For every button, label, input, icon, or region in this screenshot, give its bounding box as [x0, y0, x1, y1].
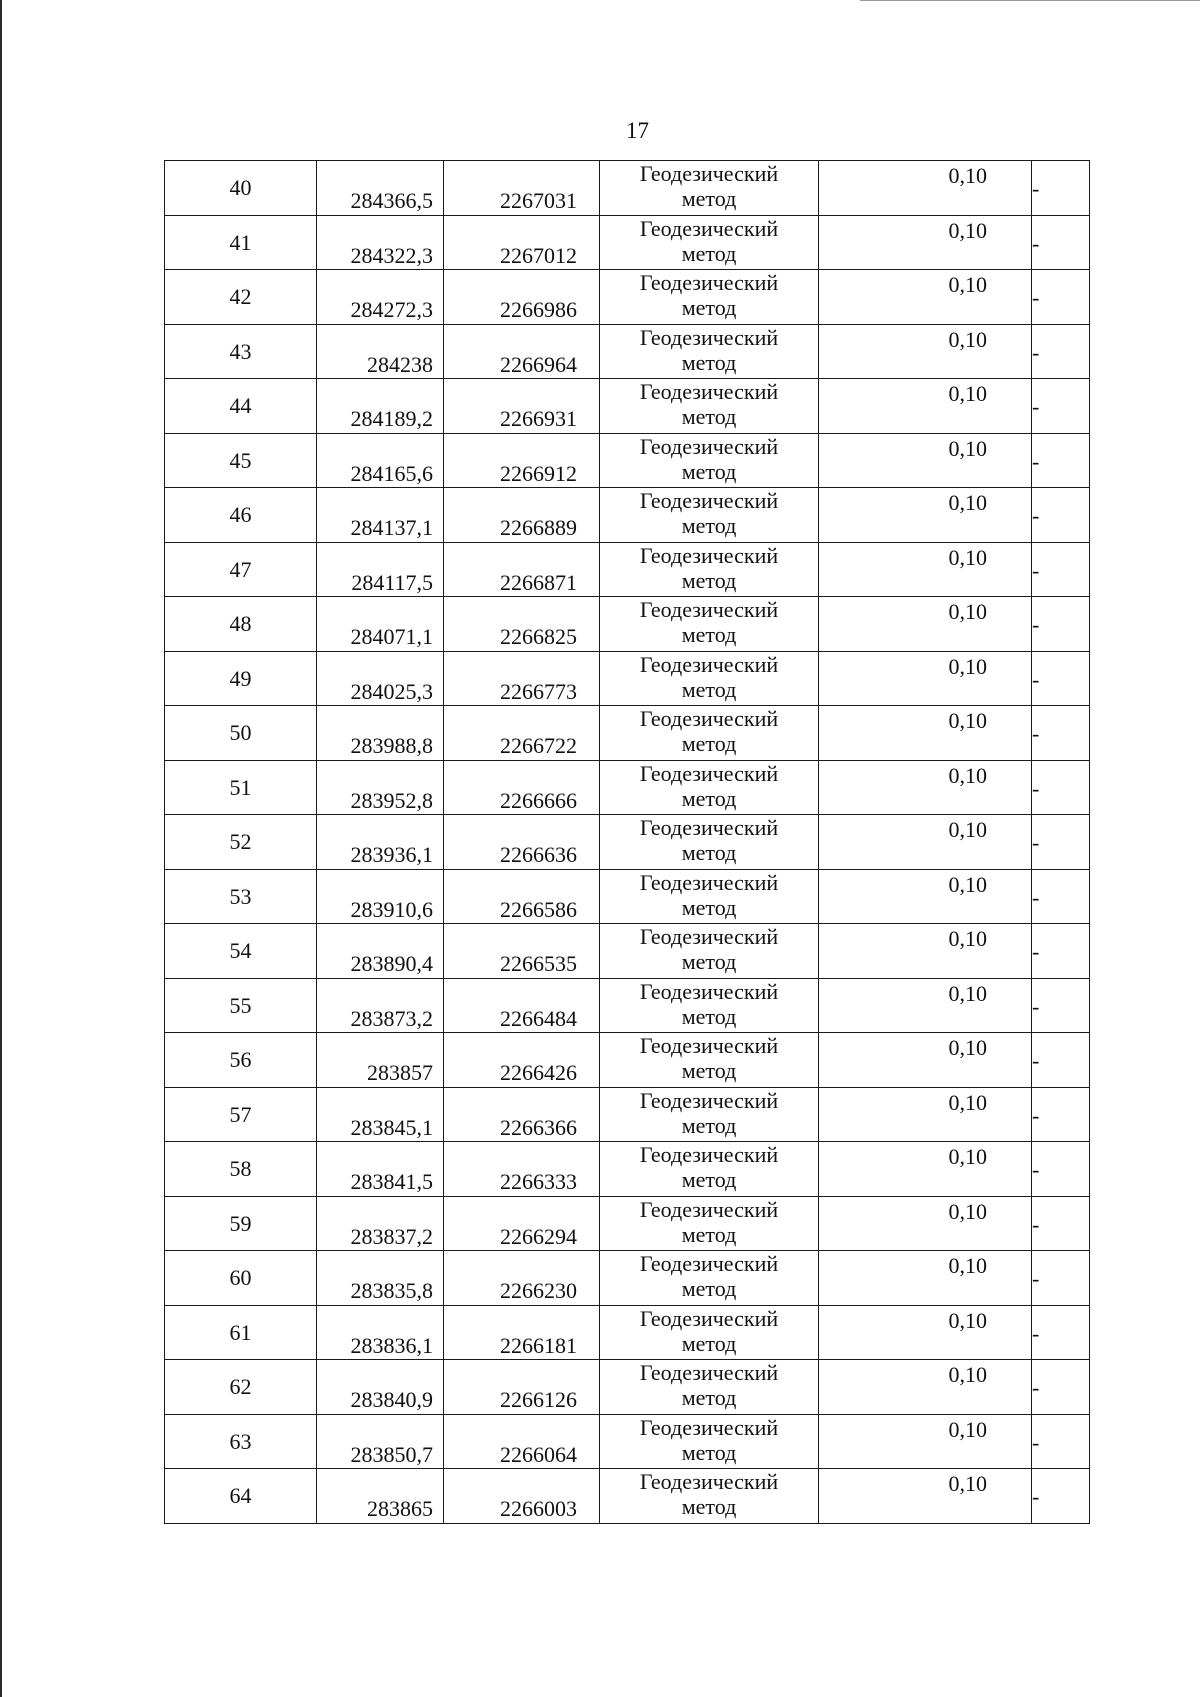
method-line: метод [681, 949, 737, 975]
point-number-cell: 44 [165, 379, 317, 434]
point-number-cell: 58 [165, 1142, 317, 1197]
x-coordinate-cell: 284117,5 [317, 542, 444, 597]
y-coordinate-cell: 2266871 [444, 542, 600, 597]
point-number-cell: 52 [165, 815, 317, 870]
table-row [165, 379, 1090, 434]
method-cell [600, 1305, 819, 1360]
method-line: Геодезический [639, 706, 779, 731]
point-number-cell: 56 [165, 1033, 317, 1088]
method-cell [600, 706, 819, 761]
description-cell: - [1032, 379, 1090, 434]
description-cell: - [1032, 1469, 1090, 1524]
scan-border-left [0, 0, 2, 1697]
y-coordinate-cell: 2266426 [444, 1033, 600, 1088]
method-cell [600, 1251, 819, 1306]
description-cell: - [1032, 924, 1090, 979]
method-line: метод [681, 1058, 737, 1084]
accuracy-cell: 0,10 [819, 1087, 1032, 1142]
x-coordinate-cell: 283845,1 [317, 1087, 444, 1142]
method-line: Геодезический [639, 597, 779, 622]
method-line: метод [681, 567, 737, 593]
method-line: Геодезический [639, 161, 779, 186]
x-coordinate-cell: 284165,6 [317, 433, 444, 488]
point-number-cell: 64 [165, 1469, 317, 1524]
description-cell: - [1032, 597, 1090, 652]
accuracy-cell: 0,10 [819, 1033, 1032, 1088]
table-row [165, 869, 1090, 924]
scan-border-top [860, 0, 1200, 1]
point-number-cell: 59 [165, 1196, 317, 1251]
description-cell: - [1032, 324, 1090, 379]
accuracy-cell: 0,10 [819, 924, 1032, 979]
point-number-cell: 46 [165, 488, 317, 543]
table-row [165, 978, 1090, 1033]
method-line: метод [681, 186, 737, 212]
method-line: Геодезический [639, 1142, 779, 1167]
page-number: 17 [626, 118, 649, 143]
method-line: метод [681, 785, 737, 811]
method-line: Геодезический [639, 815, 779, 840]
method-line: Геодезический [639, 379, 779, 404]
accuracy-cell: 0,10 [819, 1414, 1032, 1469]
table-row [165, 1414, 1090, 1469]
method-line: метод [681, 404, 737, 430]
method-cell [600, 978, 819, 1033]
x-coordinate-cell: 283865 [317, 1469, 444, 1524]
table-row [165, 215, 1090, 270]
method-line: метод [681, 240, 737, 266]
method-cell [600, 1414, 819, 1469]
accuracy-cell: 0,10 [819, 1469, 1032, 1524]
y-coordinate-cell: 2267031 [444, 161, 600, 216]
y-coordinate-cell: 2266986 [444, 270, 600, 325]
method-line: метод [681, 894, 737, 920]
point-number-cell: 61 [165, 1305, 317, 1360]
y-coordinate-cell: 2266003 [444, 1469, 600, 1524]
description-cell: - [1032, 488, 1090, 543]
method-cell [600, 869, 819, 924]
accuracy-cell: 0,10 [819, 488, 1032, 543]
method-line: Геодезический [639, 542, 779, 568]
y-coordinate-cell: 2267012 [444, 215, 600, 270]
x-coordinate-cell: 284189,2 [317, 379, 444, 434]
method-cell [600, 324, 819, 379]
table-row [165, 1033, 1090, 1088]
method-line: Геодезический [639, 869, 779, 895]
method-line: Геодезический [639, 760, 779, 786]
accuracy-cell: 0,10 [819, 1305, 1032, 1360]
x-coordinate-cell: 284137,1 [317, 488, 444, 543]
point-number-cell: 40 [165, 161, 317, 216]
table-row [165, 1196, 1090, 1251]
description-cell: - [1032, 706, 1090, 761]
point-number-cell: 55 [165, 978, 317, 1033]
method-line: метод [681, 731, 737, 757]
point-number-cell: 43 [165, 324, 317, 379]
method-line: метод [681, 1221, 737, 1247]
y-coordinate-cell: 2266586 [444, 869, 600, 924]
point-number-cell: 48 [165, 597, 317, 652]
method-cell [600, 1142, 819, 1197]
method-cell [600, 161, 819, 216]
x-coordinate-cell: 283890,4 [317, 924, 444, 979]
accuracy-cell: 0,10 [819, 161, 1032, 216]
table-row [165, 1251, 1090, 1306]
description-cell: - [1032, 869, 1090, 924]
y-coordinate-cell: 2266294 [444, 1196, 600, 1251]
method-cell [600, 1087, 819, 1142]
accuracy-cell: 0,10 [819, 706, 1032, 761]
method-line: метод [681, 1003, 737, 1029]
table-row [165, 597, 1090, 652]
description-cell: - [1032, 815, 1090, 870]
description-cell: - [1032, 542, 1090, 597]
table-row [165, 433, 1090, 488]
method-line: Геодезический [639, 433, 779, 459]
method-line: метод [681, 1385, 737, 1411]
y-coordinate-cell: 2266181 [444, 1305, 600, 1360]
table-row [165, 651, 1090, 706]
method-cell [600, 270, 819, 325]
method-line: Геодезический [639, 270, 779, 295]
point-number-cell: 47 [165, 542, 317, 597]
table-row [165, 924, 1090, 979]
x-coordinate-cell: 283936,1 [317, 815, 444, 870]
point-number-cell: 53 [165, 869, 317, 924]
table-row [165, 542, 1090, 597]
description-cell: - [1032, 1360, 1090, 1415]
x-coordinate-cell: 283835,8 [317, 1251, 444, 1306]
x-coordinate-cell: 283837,2 [317, 1196, 444, 1251]
method-cell [600, 215, 819, 270]
method-line: метод [681, 513, 737, 539]
method-cell [600, 1033, 819, 1088]
method-line: Геодезический [639, 215, 779, 241]
table-row [165, 706, 1090, 761]
table-row [165, 1360, 1090, 1415]
accuracy-cell: 0,10 [819, 1251, 1032, 1306]
y-coordinate-cell: 2266666 [444, 760, 600, 815]
method-cell [600, 433, 819, 488]
point-number-cell: 62 [165, 1360, 317, 1415]
x-coordinate-cell: 284025,3 [317, 651, 444, 706]
method-cell [600, 1196, 819, 1251]
description-cell: - [1032, 760, 1090, 815]
description-cell: - [1032, 1414, 1090, 1469]
accuracy-cell: 0,10 [819, 433, 1032, 488]
point-number-cell: 63 [165, 1414, 317, 1469]
method-line: Геодезический [639, 924, 779, 949]
method-line: Геодезический [639, 1033, 779, 1058]
description-cell: - [1032, 978, 1090, 1033]
method-line: Геодезический [639, 1414, 779, 1440]
table-row [165, 760, 1090, 815]
y-coordinate-cell: 2266722 [444, 706, 600, 761]
table-row [165, 1305, 1090, 1360]
point-number-cell: 60 [165, 1251, 317, 1306]
y-coordinate-cell: 2266484 [444, 978, 600, 1033]
y-coordinate-cell: 2266333 [444, 1142, 600, 1197]
x-coordinate-cell: 284238 [317, 324, 444, 379]
method-cell [600, 542, 819, 597]
x-coordinate-cell: 283873,2 [317, 978, 444, 1033]
accuracy-cell: 0,10 [819, 1142, 1032, 1197]
y-coordinate-cell: 2266825 [444, 597, 600, 652]
description-cell: - [1032, 1142, 1090, 1197]
table-row [165, 1469, 1090, 1524]
x-coordinate-cell: 283850,7 [317, 1414, 444, 1469]
x-coordinate-cell: 284272,3 [317, 270, 444, 325]
point-number-cell: 49 [165, 651, 317, 706]
y-coordinate-cell: 2266230 [444, 1251, 600, 1306]
table-row [165, 1087, 1090, 1142]
accuracy-cell: 0,10 [819, 869, 1032, 924]
point-number-cell: 57 [165, 1087, 317, 1142]
description-cell: - [1032, 161, 1090, 216]
accuracy-cell: 0,10 [819, 1196, 1032, 1251]
accuracy-cell: 0,10 [819, 978, 1032, 1033]
description-cell: - [1032, 651, 1090, 706]
y-coordinate-cell: 2266912 [444, 433, 600, 488]
accuracy-cell: 0,10 [819, 215, 1032, 270]
accuracy-cell: 0,10 [819, 760, 1032, 815]
description-cell: - [1032, 1033, 1090, 1088]
x-coordinate-cell: 283857 [317, 1033, 444, 1088]
method-line: Геодезический [639, 978, 779, 1004]
method-line: Геодезический [639, 1360, 779, 1385]
method-cell [600, 488, 819, 543]
method-line: метод [681, 295, 737, 321]
method-line: метод [681, 1494, 737, 1520]
method-line: метод [681, 349, 737, 375]
x-coordinate-cell: 284322,3 [317, 215, 444, 270]
coordinates-table-body [165, 161, 1090, 1524]
x-coordinate-cell: 284071,1 [317, 597, 444, 652]
method-line: метод [681, 1439, 737, 1465]
description-cell: - [1032, 1251, 1090, 1306]
y-coordinate-cell: 2266964 [444, 324, 600, 379]
method-line: метод [681, 1276, 737, 1302]
point-number-cell: 45 [165, 433, 317, 488]
description-cell: - [1032, 270, 1090, 325]
method-cell [600, 651, 819, 706]
accuracy-cell: 0,10 [819, 815, 1032, 870]
method-cell [600, 1360, 819, 1415]
x-coordinate-cell: 283840,9 [317, 1360, 444, 1415]
table-row [165, 488, 1090, 543]
x-coordinate-cell: 283988,8 [317, 706, 444, 761]
method-line: метод [681, 1330, 737, 1356]
point-number-cell: 51 [165, 760, 317, 815]
accuracy-cell: 0,10 [819, 542, 1032, 597]
method-line: Геодезический [639, 1305, 779, 1331]
method-cell [600, 1469, 819, 1524]
method-line: Геодезический [639, 1469, 779, 1494]
accuracy-cell: 0,10 [819, 379, 1032, 434]
method-cell [600, 760, 819, 815]
method-line: метод [681, 622, 737, 648]
point-number-cell: 54 [165, 924, 317, 979]
method-line: метод [681, 840, 737, 866]
method-line: Геодезический [639, 1196, 779, 1222]
y-coordinate-cell: 2266535 [444, 924, 600, 979]
x-coordinate-cell: 283910,6 [317, 869, 444, 924]
y-coordinate-cell: 2266126 [444, 1360, 600, 1415]
method-line: метод [681, 458, 737, 484]
y-coordinate-cell: 2266636 [444, 815, 600, 870]
table-row [165, 815, 1090, 870]
y-coordinate-cell: 2266889 [444, 488, 600, 543]
description-cell: - [1032, 1305, 1090, 1360]
method-line: метод [681, 1167, 737, 1193]
x-coordinate-cell: 283841,5 [317, 1142, 444, 1197]
method-cell [600, 815, 819, 870]
description-cell: - [1032, 215, 1090, 270]
x-coordinate-cell: 283836,1 [317, 1305, 444, 1360]
accuracy-cell: 0,10 [819, 597, 1032, 652]
method-cell [600, 597, 819, 652]
method-line: Геодезический [639, 651, 779, 677]
accuracy-cell: 0,10 [819, 651, 1032, 706]
table-row [165, 270, 1090, 325]
accuracy-cell: 0,10 [819, 324, 1032, 379]
table-row [165, 161, 1090, 216]
point-number-cell: 41 [165, 215, 317, 270]
method-line: метод [681, 1112, 737, 1138]
y-coordinate-cell: 2266773 [444, 651, 600, 706]
y-coordinate-cell: 2266064 [444, 1414, 600, 1469]
method-line: Геодезический [639, 1251, 779, 1276]
method-line: метод [681, 676, 737, 702]
description-cell: - [1032, 433, 1090, 488]
y-coordinate-cell: 2266931 [444, 379, 600, 434]
method-line: Геодезический [639, 488, 779, 513]
x-coordinate-cell: 284366,5 [317, 161, 444, 216]
coordinates-table [164, 160, 1090, 1524]
table-row [165, 1142, 1090, 1197]
table-row [165, 324, 1090, 379]
method-cell [600, 379, 819, 434]
description-cell: - [1032, 1087, 1090, 1142]
method-cell [600, 924, 819, 979]
point-number-cell: 50 [165, 706, 317, 761]
method-line: Геодезический [639, 324, 779, 350]
x-coordinate-cell: 283952,8 [317, 760, 444, 815]
description-cell: - [1032, 1196, 1090, 1251]
method-line: Геодезический [639, 1087, 779, 1113]
accuracy-cell: 0,10 [819, 270, 1032, 325]
y-coordinate-cell: 2266366 [444, 1087, 600, 1142]
accuracy-cell: 0,10 [819, 1360, 1032, 1415]
point-number-cell: 42 [165, 270, 317, 325]
